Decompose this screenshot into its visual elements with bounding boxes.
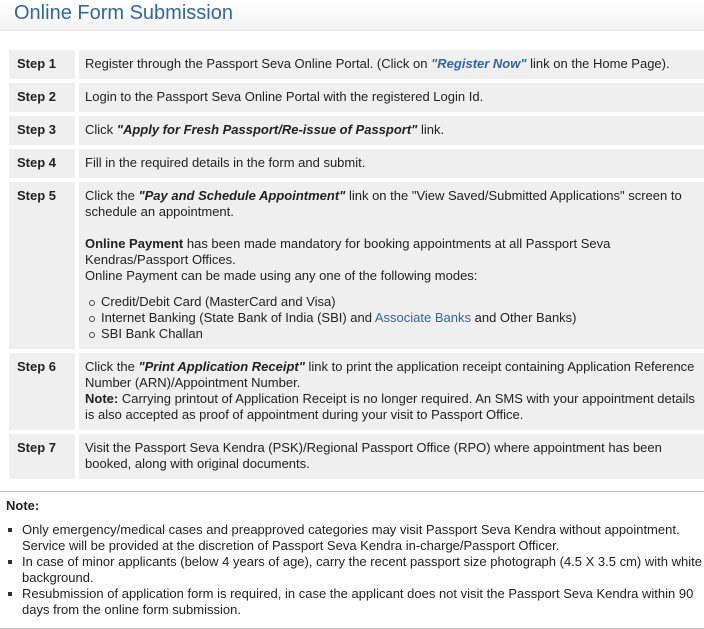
step-row-6	[9, 353, 704, 430]
step-text: link to print the application receipt containing Application Reference Number (ARN)/Appointment Number.	[85, 359, 695, 390]
payment-mode-text: and Other Banks)	[471, 310, 577, 325]
step-row-7	[9, 434, 704, 479]
notes-title: Note:	[6, 498, 40, 513]
page-title: Online Form Submission	[14, 2, 233, 24]
step-row-5	[9, 182, 704, 349]
step-label: Step 6	[9, 353, 79, 430]
payment-modes-list	[85, 294, 698, 342]
note-item: In case of minor applicants (below 4 years of age), carry the recent passport size photograph (4.5 X 3.5 cm) with white background.	[22, 554, 704, 586]
step-label: Step 7	[9, 434, 79, 479]
step-label: Step 2	[9, 83, 79, 112]
note-item: Resubmission of application form is required, in case the applicant does not visit the Passport Seva Kendra within 90 days from the online form submission.	[22, 586, 704, 618]
note-item: Only emergency/medical cases and preapproved categories may visit Passport Seva Kendra without appointment. Service will be provided at the discretion of Passport Seva Kendra in-charge/Passport Officer.	[22, 522, 704, 554]
step-row-3	[9, 116, 704, 145]
step-description: Visit the Passport Seva Kendra (PSK)/Regional Passport Office (RPO) where appointment has been booked, along with original documents.	[79, 434, 704, 479]
page-header	[0, 0, 704, 31]
step-text: link on the "View Saved/Submitted Applications" screen to schedule an appointment.	[85, 188, 682, 219]
step-text: Click	[85, 122, 117, 137]
associate-banks-link[interactable]: Associate Banks	[374, 310, 471, 325]
payment-mode-item: Credit/Debit Card (MasterCard and Visa)	[101, 294, 698, 310]
divider	[0, 491, 704, 492]
step-note-text: Carrying printout of Application Receipt is no longer required. An SMS with your appointment details is also accepted as proof of appointment during your visit to Passport Office.	[85, 391, 695, 422]
step-row-1	[9, 50, 704, 79]
payment-text: has been made mandatory for booking appointments at all Passport Seva Kendras/Passport Offices.	[85, 236, 611, 267]
step-description	[79, 116, 704, 145]
step-label: Step 1	[9, 50, 79, 79]
step-text: Register through the Passport Seva Online Portal. (Click on	[85, 56, 432, 71]
payment-mode-item: SBI Bank Challan	[101, 326, 698, 342]
step-keyword: "Print Application Receipt"	[138, 359, 305, 374]
step-keyword: "Pay and Schedule Appointment"	[138, 188, 346, 203]
step-description	[79, 50, 704, 79]
step-description	[79, 182, 704, 349]
step-label: Step 5	[9, 182, 79, 349]
step-text: Click the	[85, 359, 139, 374]
register-now-link[interactable]: "Register Now"	[431, 56, 527, 71]
step-label: Step 3	[9, 116, 79, 145]
step-description	[79, 353, 704, 430]
step-description: Login to the Passport Seva Online Portal with the registered Login Id.	[79, 83, 704, 112]
notes-list	[0, 522, 704, 618]
step-text: Click the	[85, 188, 139, 203]
step-label: Step 4	[9, 149, 79, 178]
step-row-4	[9, 149, 704, 178]
step-description: Fill in the required details in the form and submit.	[79, 149, 704, 178]
payment-modes-intro: Online Payment can be made using any one of the following modes:	[85, 268, 478, 283]
step-row-2	[9, 83, 704, 112]
payment-mode-item	[101, 310, 698, 326]
step-text: link.	[417, 122, 445, 137]
step-text: link on the Home Page).	[526, 56, 670, 71]
step-keyword: "Apply for Fresh Passport/Re-issue of Passport"	[116, 122, 418, 137]
step-note-label: Note:	[85, 391, 119, 406]
steps-table	[9, 46, 704, 483]
payment-mode-text: Internet Banking (State Bank of India (SBI) and	[101, 310, 375, 325]
online-payment-label: Online Payment	[85, 236, 184, 251]
